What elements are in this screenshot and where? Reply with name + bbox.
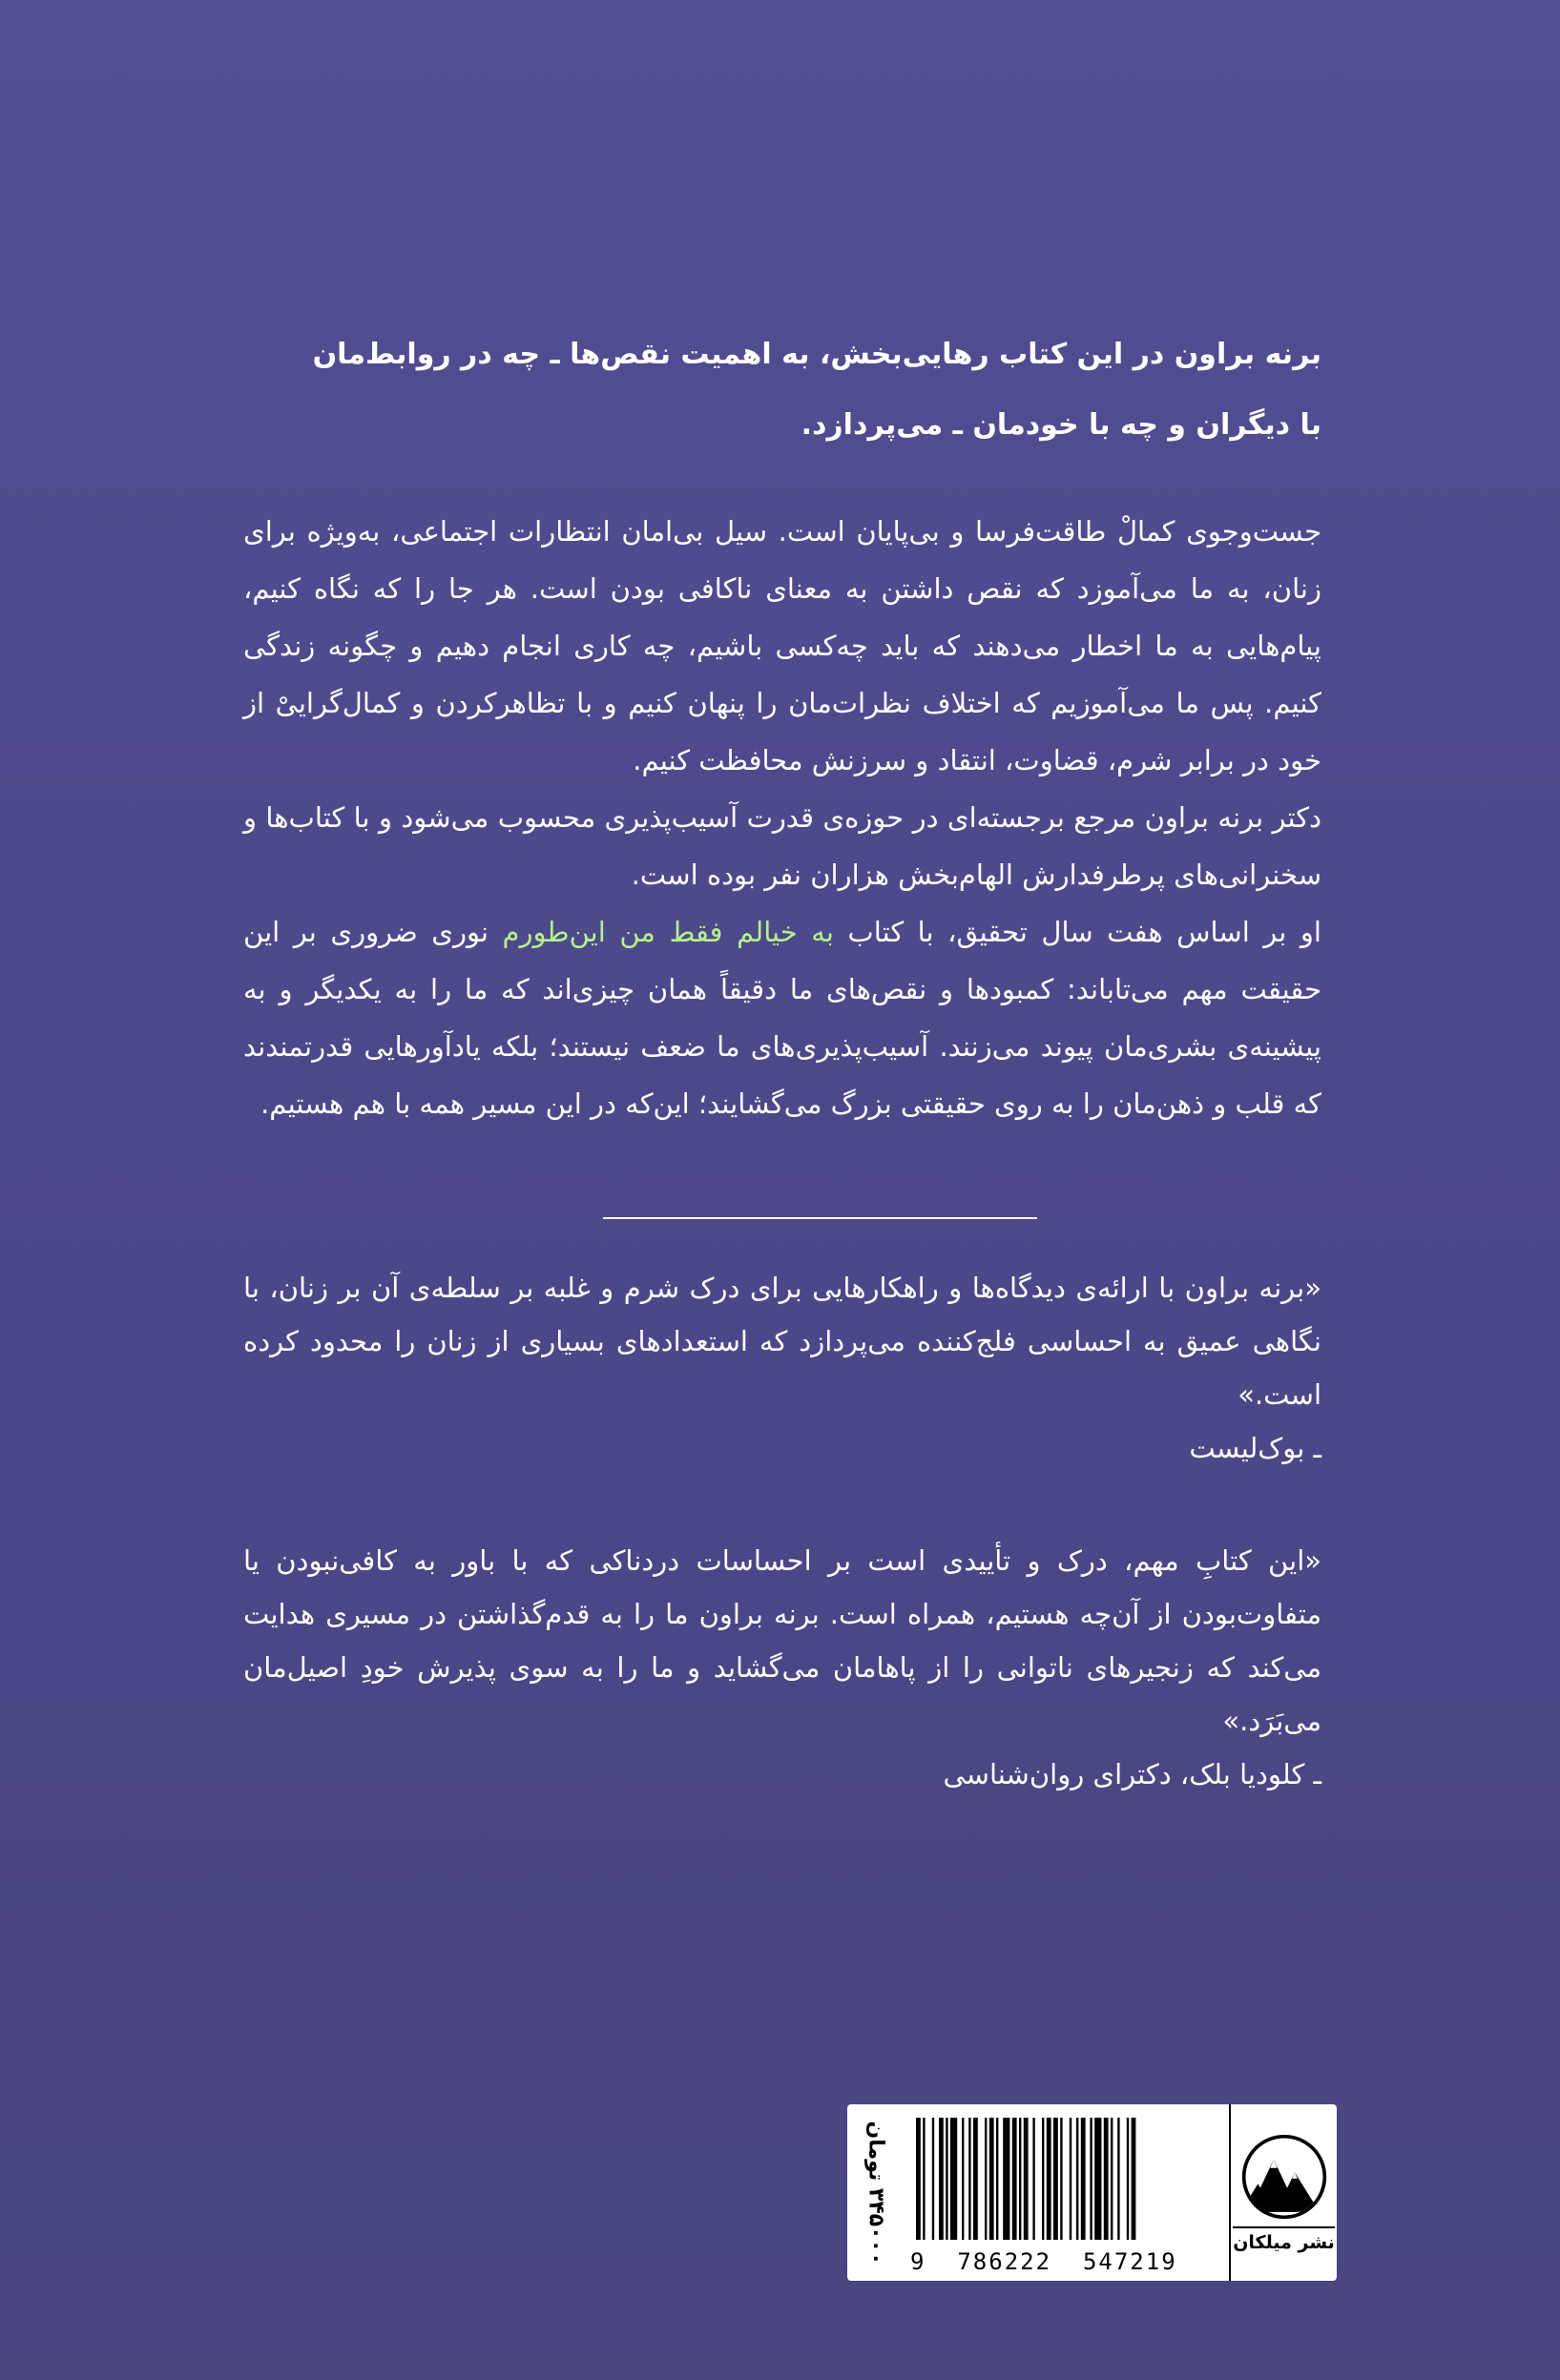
quote-2-source: ـ کلودیا بلک، دکترای روان‌شناسی [943, 1758, 1321, 1790]
p3-start: او بر اساس هفت سال تحقیق، با کتاب [833, 916, 1321, 948]
barcode-bar [1003, 2118, 1009, 2240]
barcode-bar [939, 2118, 944, 2240]
barcode-bar [996, 2118, 998, 2240]
barcode-bar [1081, 2118, 1086, 2240]
barcode [905, 2104, 1229, 2281]
price-text: ۳۴۵۰۰۰ تومان [863, 2121, 888, 2265]
barcode-bar [1117, 2118, 1119, 2240]
barcode-bar [985, 2118, 987, 2240]
barcode-bar [1060, 2118, 1062, 2240]
book-title: به خیالم فقط من این‌طورم [502, 916, 834, 948]
intro-line-2: با دیگران و چه با خودمان ـ می‌پردازد. [801, 408, 1321, 442]
barcode-bar [962, 2118, 964, 2240]
barcode-bar [1076, 2118, 1078, 2240]
barcode-bar [1032, 2118, 1034, 2240]
barcode-bar [923, 2118, 925, 2240]
barcode-bar [1094, 2118, 1101, 2240]
barcode-bars [912, 2118, 1225, 2240]
barcode-bar [1070, 2118, 1071, 2240]
description-paragraph-2: دکتر برنه براون مرجع برجسته‌ای در حوزه‌ی قدرت آسیب‌پذیری محسوب می‌شود و با کتاب‌ها و سخنرانی‌های پرطرفدارش الهام‌بخش هزاران نفر بوده است. [243, 801, 1321, 891]
barcode-bar [1104, 2118, 1109, 2240]
publisher-logo-block [1229, 2104, 1337, 2281]
barcode-bar [1024, 2118, 1029, 2240]
quote-1-source: ـ بوک‌لیست [1189, 1432, 1321, 1464]
barcode-bar [932, 2118, 934, 2240]
barcode-bar [1053, 2118, 1058, 2240]
description-paragraph-3 [243, 903, 1321, 1132]
barcode-bar [973, 2118, 978, 2240]
quote-1-text: «برنه براون با ارائه‌ی دیدگاه‌ها و راهکارهایی برای درک شرم و غلبه بر سلطه‌ی آن بر زنان، با نگاهی عمیق به احساسی فلج‌کننده می‌پردازد که استعدادهای بسیاری از زنان را محدود کرده است.» [243, 1272, 1321, 1411]
description-paragraph-1: جست‌وجوی کمالْ طاقت‌فرسا و بی‌پایان است. سیل بی‌امان انتظارات اجتماعی، به‌ویژه برای زنان، به ما می‌آموزد که نقص داشتن به معنای ناکافی بودن است. هر جا را که نگاه کنیم، پیام‌هایی به ما اخطار می‌دهند که باید چه‌کسی باشیم، چه کاری انجام دهیم و چگونه زندگی کنیم. پس ما می‌آموزیم که اختلاف نظرات‌مان را پنهان کنیم و با تظاهرکردن و کمال‌گراییْ از خود در برابر شرم، قضاوت، انتقاد و سرزنش محافظت کنیم. [243, 515, 1321, 776]
quote-2-text: «این کتابِ مهم، درک و تأییدی است بر احساسات دردناکی که با باور به کافی‌نبودن یا متفاوت‌بودن از آن‌چه هستیم، همراه است. برنه براون ما را به قدم‌گذاشتن در مسیری هدایت می‌کند که زنجیرهای ناتوانی را از پاهامان می‌گشاید و ما را به سوی پذیرش خودِ اصیل‌مان می‌بَرَد.» [243, 1544, 1321, 1737]
mountains-icon [1240, 2133, 1328, 2221]
barcode-bar [989, 2118, 994, 2240]
barcode-box [847, 2104, 1337, 2281]
review-quote-2 [243, 1534, 1321, 1801]
barcode-bar [950, 2118, 957, 2240]
barcode-bar [1042, 2118, 1044, 2240]
description [243, 503, 1321, 1132]
barcode-bar [1132, 2118, 1136, 2240]
review-quote-1 [243, 1261, 1321, 1475]
divider-line [603, 1217, 1037, 1219]
barcode-bar [968, 2118, 970, 2240]
barcode-bar [1047, 2118, 1051, 2240]
barcode-bar [1111, 2118, 1113, 2240]
price-label [847, 2104, 905, 2281]
p3-end: نوری ضروری بر این حقیقت مهم می‌تاباند: کمبودها و نقص‌های ما دقیقاً همان چیزی‌اند که ما را به یکدیگر و به پیشینه‌ی بشری‌مان پیوند می‌زنند. آسیب‌پذیری‌های ما ضعف نیستند؛ بلکه یادآورهایی قدرتمندند که قلب و ذهن‌مان را به روی حقیقتی بزرگ می‌گشایند؛ این‌که در این مسیر همه با هم هستیم. [243, 916, 1321, 1120]
barcode-bar [946, 2118, 947, 2240]
barcode-bar [1019, 2118, 1021, 2240]
barcode-bar [1127, 2118, 1129, 2240]
barcode-bar [916, 2118, 921, 2240]
barcode-bar [1012, 2118, 1017, 2240]
intro-line-1: برنه براون در این کتاب رهایی‌بخش، به اهمیت نقص‌ها ـ چه در روابط‌مان [312, 338, 1321, 371]
isbn-number: 9 786222 547219 [910, 2248, 1177, 2275]
barcode-bar [1090, 2118, 1092, 2240]
publisher-name: نشر میلکان [1233, 2226, 1335, 2253]
intro-blurb [243, 320, 1321, 461]
